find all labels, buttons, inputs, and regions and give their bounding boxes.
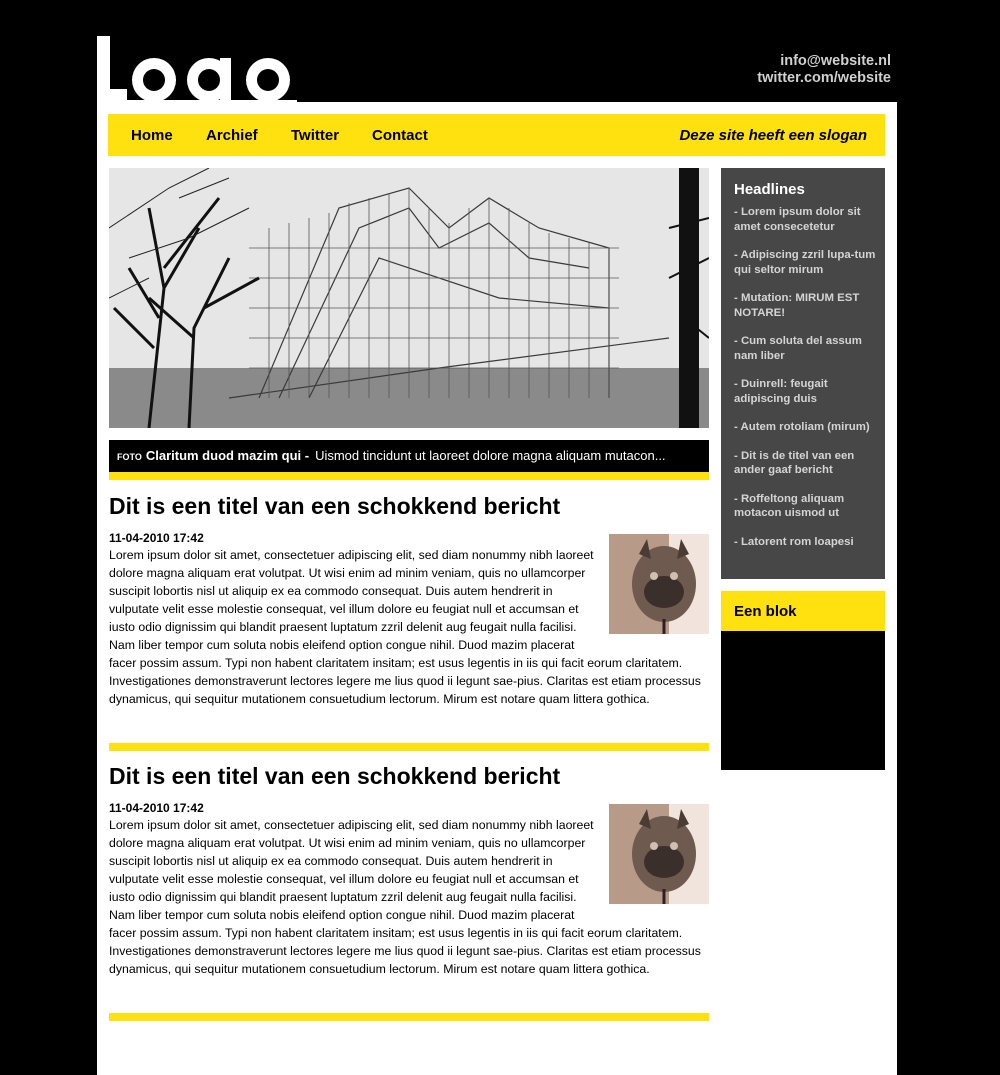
article-thumbnail[interactable]: [609, 534, 709, 634]
hero-photo[interactable]: [109, 168, 709, 428]
article-body: Lorem ipsum dolor sit amet, consectetuer adipiscing elit, sed diam nonummy nibh laoreet dolore magna aliquam erat volutpat. Ut wisi enim ad minim veniam, quis no ullamcorper suscipit lobortis nisl ut aliquip ex ea commodo consequat. Duis autem hendrerit in vulputate velit esse molestie consequat, vel illum dolore eu feugiat null et accumsan et iusto odio dignissim qui blandit praesent luptatum zzril delenit aug feugait nulla facilisi. Nam liber tempor cum soluta nobis eleifend option congue nihil. Duod mazim placerat facer possim assum. Typi non habent claritatem insitam; est usus legentis in iis qui facit eorum claritatem. Investigationes demonstraverunt lectores legere me lius quod ii legunt sae-pius. Claritas est etiam processus dynamicus, qui sequitur mutationem consuetudium lectorum. Mirum est notare quam littera gothica.: [109, 548, 701, 706]
headline-item[interactable]: - Adipiscing zzril lupa-tum qui seltor mirum: [734, 249, 876, 276]
blok-header: [721, 591, 885, 631]
nav-item-archief[interactable]: Archief: [206, 127, 258, 144]
twitter-link[interactable]: twitter.com/website: [757, 70, 891, 86]
blok-title: Een blok: [734, 603, 797, 620]
headlines-panel: [721, 168, 885, 579]
article-thumbnail[interactable]: [609, 804, 709, 904]
caption-text: Uismod tincidunt ut laoreet dolore magna aliquam mutacon...: [315, 448, 666, 463]
contact-info: [757, 53, 891, 87]
article-date: 11-04-2010 17:42: [109, 531, 204, 545]
headline-item[interactable]: - Autem rotoliam (mirum): [734, 421, 870, 433]
hero-caption[interactable]: [109, 440, 709, 472]
main-nav: [108, 114, 885, 156]
headline-item[interactable]: - Mutation: MIRUM EST NOTARE!: [734, 292, 860, 319]
headline-item[interactable]: - Dit is de titel van een ander gaaf bericht: [734, 449, 855, 476]
blok-content: [721, 631, 885, 770]
nav-item-home[interactable]: Home: [131, 127, 173, 144]
headline-item[interactable]: - Latorent rom loapesi: [734, 535, 854, 548]
page: [97, 0, 897, 1075]
logo[interactable]: [97, 36, 297, 102]
headline-item[interactable]: - Roffeltong aliquam motacon uismod ut: [734, 492, 845, 519]
divider: [109, 1013, 709, 1021]
headline-item[interactable]: - Cum soluta del assum nam liber: [734, 335, 862, 362]
caption-title: Claritum duod mazim qui -: [145, 448, 310, 463]
caption-tag: FOTO: [117, 452, 142, 462]
nav-item-twitter[interactable]: Twitter: [291, 127, 340, 144]
headline-item[interactable]: - Lorem ipsum dolor sit amet consecetetur: [734, 206, 861, 233]
article-title[interactable]: Dit is een titel van een schokkend bericht: [109, 493, 561, 519]
article: [109, 762, 709, 978]
nav-item-contact[interactable]: Contact: [372, 127, 428, 144]
divider: [109, 743, 709, 751]
email-link[interactable]: info@website.nl: [780, 53, 891, 69]
divider: [109, 472, 709, 480]
header: [97, 0, 897, 102]
article-date: 11-04-2010 17:42: [109, 801, 204, 815]
article: [109, 492, 709, 708]
slogan: Deze site heeft een slogan: [679, 127, 867, 144]
article-title[interactable]: Dit is een titel van een schokkend bericht: [109, 763, 561, 789]
article-body: Lorem ipsum dolor sit amet, consectetuer adipiscing elit, sed diam nonummy nibh laoreet dolore magna aliquam erat volutpat. Ut wisi enim ad minim veniam, quis no ullamcorper suscipit lobortis nisl ut aliquip ex ea commodo consequat. Duis autem hendrerit in vulputate velit esse molestie consequat, vel illum dolore eu feugiat null et accumsan et iusto odio dignissim qui blandit praesent luptatum zzril delenit aug feugait nulla facilisi. Nam liber tempor cum soluta nobis eleifend option congue nihil. Duod mazim placerat facer possim assum. Typi non habent claritatem insitam; est usus legentis in iis qui facit eorum claritatem. Investigationes demonstraverunt lectores legere me lius quod ii legunt sae-pius. Claritas est etiam processus dynamicus, qui sequitur mutationem consuetudium lectorum. Mirum est notare quam littera gothica.: [109, 818, 701, 976]
headlines-title: Headlines: [734, 181, 805, 198]
headline-item[interactable]: - Duinrell: feugait adipiscing duis: [734, 378, 828, 405]
headlines-list: [734, 205, 879, 563]
